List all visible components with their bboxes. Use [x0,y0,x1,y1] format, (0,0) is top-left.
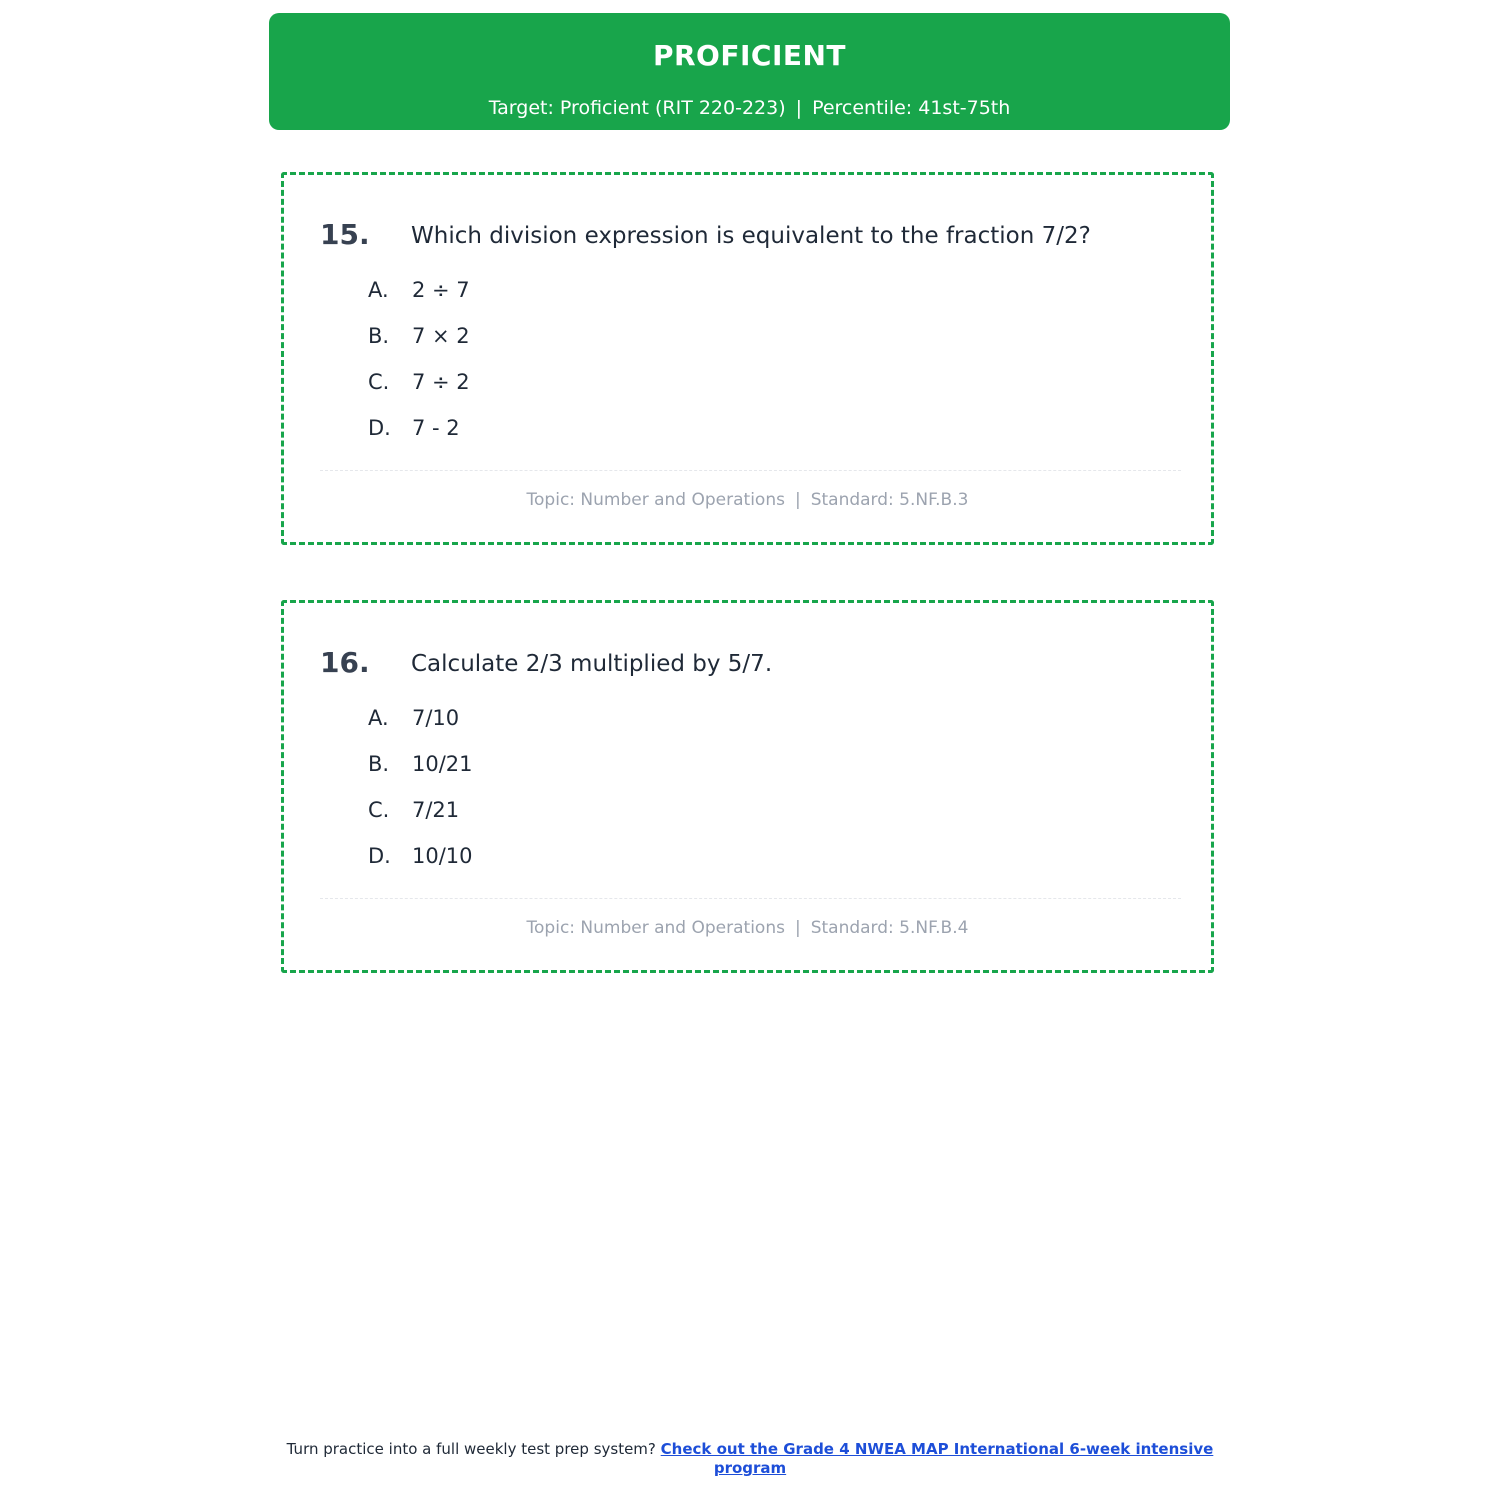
option-text: 7/21 [412,798,460,822]
topic-label: Topic: Number and Operations [526,490,785,510]
answer-option-b[interactable] [368,321,470,367]
standard-label: Standard: 5.NF.B.3 [810,490,969,510]
target-range: Target: Proficient (RIT 220-223) [488,97,786,119]
option-letter: D. [368,416,391,440]
divider [320,898,1181,899]
separator: | [794,490,801,510]
divider [320,470,1181,471]
answer-option-d[interactable] [368,841,473,887]
option-letter: A. [368,706,389,730]
option-letter: A. [368,278,389,302]
separator: | [795,97,803,119]
answer-options [368,703,473,887]
program-link[interactable]: Check out the Grade 4 NWEA MAP International 6-week intensive program [660,1440,1214,1477]
level-title: PROFICIENT [652,39,847,72]
footer-promo [250,1440,1250,1478]
answer-option-c[interactable] [368,795,473,841]
question-card [281,172,1214,545]
percentile-range: Percentile: 41st-75th [812,97,1011,119]
question-text: Calculate 2/3 multiplied by 5/7. [411,651,773,677]
footer-text: Turn practice into a full weekly test prep system? [286,1440,656,1458]
question-meta [284,916,1211,940]
option-text: 10/10 [412,844,473,868]
answer-option-a[interactable] [368,703,473,749]
option-text: 7 ÷ 2 [412,370,470,394]
standard-label: Standard: 5.NF.B.4 [810,918,969,938]
question-text: Which division expression is equivalent to the fraction 7/2? [411,223,1091,249]
level-banner [269,13,1230,130]
separator: | [794,918,801,938]
option-text: 7 × 2 [412,324,470,348]
answer-option-a[interactable] [368,275,470,321]
question-number: 15. [320,218,370,251]
topic-label: Topic: Number and Operations [526,918,785,938]
option-text: 2 ÷ 7 [412,278,470,302]
answer-option-c[interactable] [368,367,470,413]
question-meta [284,488,1211,512]
question-number: 16. [320,646,370,679]
option-letter: B. [368,324,390,348]
option-letter: C. [368,798,390,822]
question-card [281,600,1214,973]
option-text: 10/21 [412,752,473,776]
answer-option-b[interactable] [368,749,473,795]
option-letter: D. [368,844,391,868]
answer-option-d[interactable] [368,413,470,459]
answer-options [368,275,470,459]
option-text: 7 - 2 [412,416,460,440]
option-letter: C. [368,370,390,394]
option-text: 7/10 [412,706,460,730]
level-subtitle [269,95,1230,121]
option-letter: B. [368,752,390,776]
